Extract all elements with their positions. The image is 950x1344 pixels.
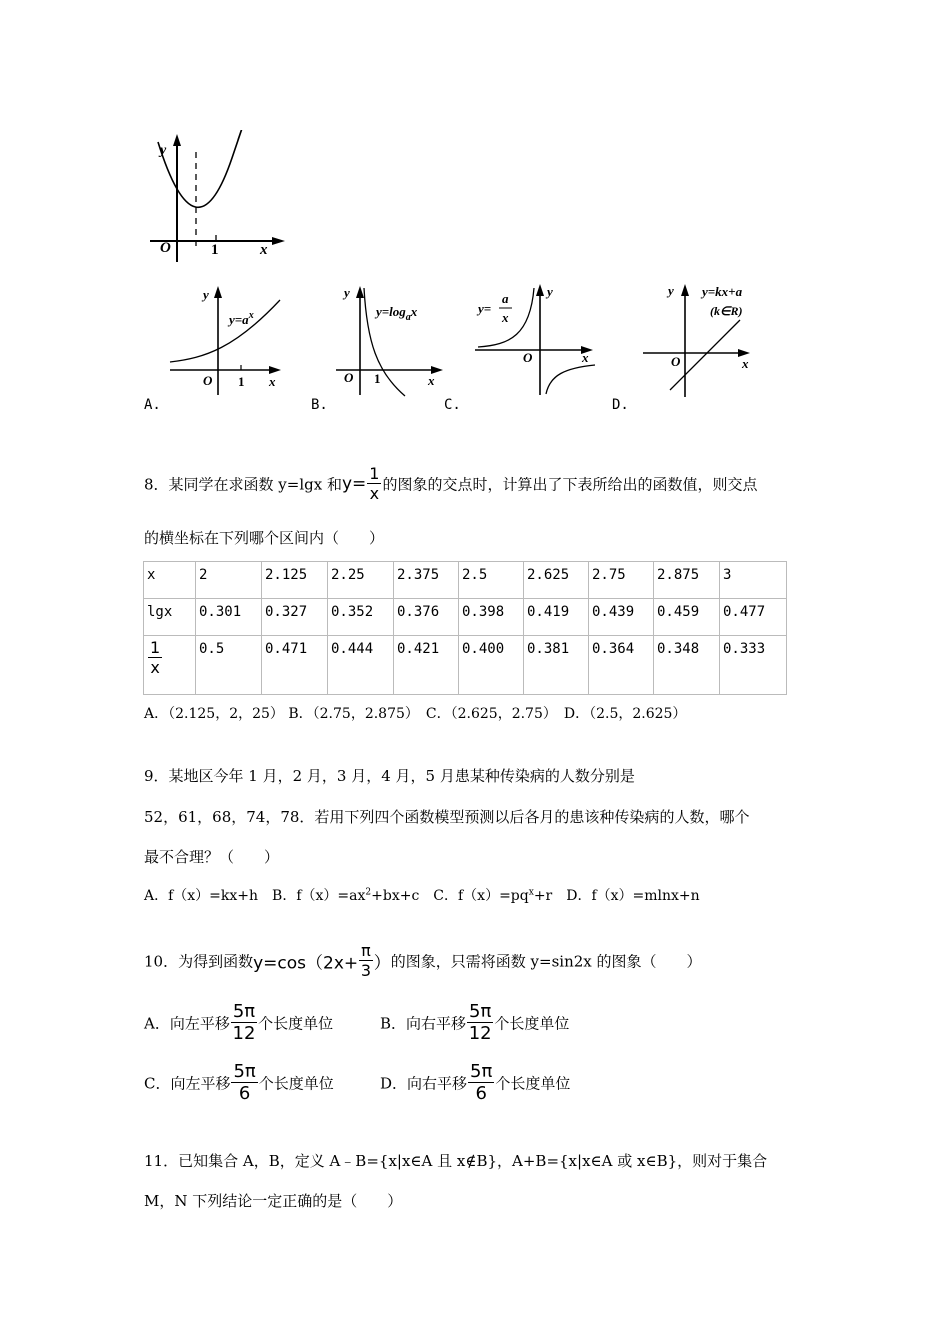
table-cell: lgx [144, 599, 196, 636]
q10-prefix: 10．为得到函数 [144, 952, 254, 971]
graph-c-y: y [547, 284, 553, 299]
table-cell: 0.444 [328, 636, 394, 695]
frac-num: 5π [469, 1001, 492, 1022]
q10-option-b [380, 1003, 569, 1043]
graph-d-label: y=kx+a [702, 284, 743, 299]
q8-values-table [143, 561, 787, 695]
table-cell: 0.439 [589, 599, 654, 636]
graph-b-x: x [428, 373, 435, 388]
q8-func: y= [341, 474, 367, 494]
table-cell: 0.471 [262, 636, 328, 695]
q10-fraction [359, 943, 373, 979]
q11-line1: 11．已知集合 A，B，定义 A﹣B={x|x∈A 且 x∉B}，A+B={x|x∈A 或 x∈B}，则对于集合 [144, 1152, 768, 1170]
graph-c-origin: O [523, 350, 533, 365]
table-cell: 0.381 [524, 636, 589, 695]
frac-den: 6 [475, 1083, 487, 1104]
q10-opt-d-frac [468, 1063, 494, 1103]
q10-opt-a-tail: 个长度单位 [258, 1014, 334, 1033]
q10-suffix: 的图象，只需将函数 y=sin2x 的图象（ ） [390, 952, 702, 971]
table-cell: 0.301 [196, 599, 262, 636]
q10-line1 [144, 943, 702, 979]
q10-opt-b-tail: 个长度单位 [494, 1014, 570, 1033]
frac-den: 12 [468, 1023, 492, 1044]
table-cell: 2.375 [394, 562, 459, 599]
option-b-letter: B. [311, 397, 328, 413]
table-cell: 0.477 [720, 599, 787, 636]
graph-top-origin: O [160, 240, 171, 256]
graph-top-y: y [160, 143, 167, 158]
q8-suffix: 的图象的交点时，计算出了下表所给出的函数值，则交点 [382, 475, 758, 494]
option-a-letter: A. [144, 397, 161, 413]
q9-options [144, 885, 700, 905]
graph-d-label2: (k∈R) [710, 304, 743, 318]
q10-opt-c-frac [231, 1063, 257, 1103]
table-cell: 2.625 [524, 562, 589, 599]
q8-line2: 的横坐标在下列哪个区间内（ ） [144, 529, 385, 547]
table-cell: 2.5 [459, 562, 524, 599]
graph-b-origin: O [344, 370, 354, 385]
table-cell: 0.398 [459, 599, 524, 636]
graph-c-num: a [502, 291, 509, 306]
q8-frac-num: 1 [369, 464, 380, 483]
option-d-letter: D. [612, 397, 629, 413]
q8-fraction [367, 466, 381, 502]
graph-b-tick: 1 [374, 371, 381, 386]
q8-frac-den: x [369, 484, 380, 503]
q10-option-c [144, 1063, 334, 1103]
q9-line1: 9．某地区今年 1 月，2 月，3 月，4 月，5 月患某种传染病的人数分别是 [144, 767, 635, 785]
q10-opt-c-tail: 个长度单位 [258, 1074, 334, 1093]
graph-top-tick: 1 [211, 242, 219, 258]
graph-b-y: y [344, 285, 350, 300]
graph-top-parabola [140, 130, 290, 265]
table-cell: 0.364 [589, 636, 654, 695]
table-frac-den: x [150, 658, 160, 677]
frac-den: 12 [232, 1023, 256, 1044]
q10-opt-d-text: D．向右平移 [380, 1074, 468, 1093]
graph-top-x: x [260, 242, 268, 258]
q9-opt-a-sup: 2 [365, 887, 372, 898]
q9-opt-a: A．f（x）=kx+h B．f（x）=ax [144, 888, 366, 904]
q10-opt-a-text: A．向左平移 [144, 1014, 230, 1033]
graph-d-x: x [742, 356, 749, 371]
table-cell: 0.376 [394, 599, 459, 636]
table-cell: x [144, 562, 196, 599]
q8-options: A．（2.125，2，25） B．（2.75，2.875） C．（2.625，2.75） D．（2.5，2.625） [144, 706, 687, 722]
table-cell: 3 [720, 562, 787, 599]
graph-d-y: y [668, 283, 674, 298]
table-cell: 0.352 [328, 599, 394, 636]
frac-num: 5π [233, 1061, 256, 1082]
graph-c-label-left: y= [478, 301, 492, 316]
graph-a-exponential [165, 282, 290, 397]
q10-option-d [380, 1063, 570, 1103]
table-cell: 0.327 [262, 599, 328, 636]
q10-frac-num: π [361, 941, 371, 960]
q11-line2: M，N 下列结论一定正确的是（ ） [144, 1192, 403, 1210]
table-cell: 0.421 [394, 636, 459, 695]
q8-line1 [144, 466, 758, 502]
graph-d-origin: O [671, 354, 681, 369]
q10-opt-b-text: B．向右平移 [380, 1014, 467, 1033]
q10-option-a [144, 1003, 333, 1043]
graph-b-label: $y=\log_ax$ [376, 304, 418, 323]
graph-c-den: x [502, 310, 509, 325]
graph-a-x: x [269, 374, 276, 389]
table-cell: 0.348 [654, 636, 720, 695]
table-cell: 2.125 [262, 562, 328, 599]
graph-a-origin: O [203, 373, 213, 388]
q9-line3: 最不合理？（ ） [144, 848, 280, 866]
table-cell: 0.333 [720, 636, 787, 695]
graph-c-x: x [582, 350, 589, 365]
graph-b-logarithm [333, 282, 448, 400]
q9-opt-b-sup: x [528, 887, 534, 898]
frac-num: 5π [470, 1061, 493, 1082]
q10-func-close: ） [373, 953, 391, 974]
graph-d-linear [640, 280, 758, 400]
table-cell: 2.25 [328, 562, 394, 599]
q9-line2: 52，61，68，74，78．若用下列四个函数模型预测以后各月的患该种传染病的人数，哪个 [144, 808, 750, 826]
table-row [144, 636, 787, 695]
frac-num: 5π [232, 1001, 256, 1022]
graph-a-y: y [203, 287, 209, 302]
table-cell: 0.459 [654, 599, 720, 636]
table-cell-fraction [144, 636, 196, 695]
q9-opt-b: +bx+c C．f（x）=pq [371, 888, 529, 904]
graph-c-hyperbola [470, 280, 600, 398]
table-cell: 0.419 [524, 599, 589, 636]
q9-opt-c: +r D．f（x）=mlnx+n [533, 888, 700, 904]
frac-den: 6 [238, 1083, 251, 1104]
option-c-letter: C. [444, 397, 461, 413]
table-row [144, 562, 787, 599]
table-cell: 2.875 [654, 562, 720, 599]
q10-func: y=cos（2x+ [253, 953, 359, 974]
q10-opt-b-frac [467, 1003, 493, 1043]
graph-a-tick: 1 [238, 374, 245, 389]
q10-opt-d-tail: 个长度单位 [495, 1074, 571, 1093]
q10-opt-a-frac [231, 1003, 257, 1043]
table-cell: 2 [196, 562, 262, 599]
table-frac-num: 1 [150, 638, 161, 657]
graph-a-label: $y=a^x$ [229, 310, 254, 327]
table-row [144, 599, 787, 636]
q10-frac-den: 3 [360, 961, 372, 980]
table-cell: 0.5 [196, 636, 262, 695]
q8-prefix: 8．某同学在求函数 y=lgx 和 [144, 475, 342, 494]
q10-opt-c-text: C．向左平移 [144, 1074, 231, 1093]
table-cell: 2.75 [589, 562, 654, 599]
table-cell: 0.400 [459, 636, 524, 695]
